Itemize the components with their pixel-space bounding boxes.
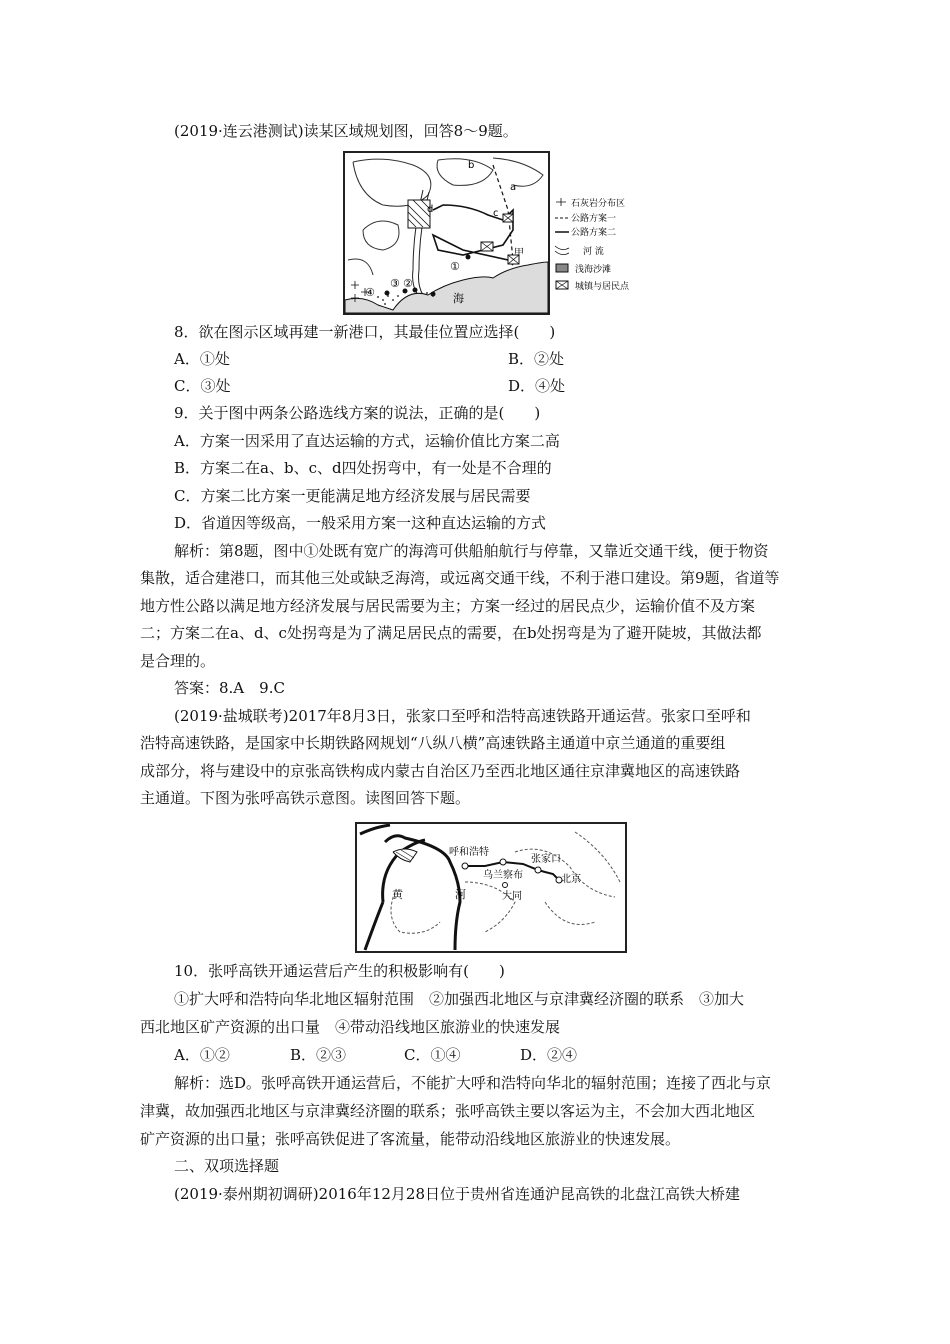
- q10-option-a: A．①②: [174, 1046, 230, 1064]
- label-b: b: [468, 160, 475, 171]
- q9-stem: 9．关于图中两条公路选线方案的说法，正确的是( ): [174, 404, 541, 422]
- label-zhangjiakou: 张家口: [531, 854, 561, 865]
- label-d: d: [427, 204, 434, 215]
- q9-option-b: B．方案二在a、b、c、d四处拐弯中，有一处是不合理的: [174, 459, 552, 477]
- svg-text:公路方案二: 公路方案二: [571, 228, 617, 238]
- label-jia: 甲: [514, 248, 524, 259]
- region-planning-map: [343, 150, 673, 320]
- analysis1-line2: 集散，适合建港口，而其他三处或缺乏海湾，或远离交通干线，不利于港口建设。第9题，省道等: [140, 569, 780, 587]
- q8-stem: 8．欲在图示区域再建一新港口，其最佳位置应选择( ): [174, 323, 556, 341]
- analysis1-line1: 解析：第8题，图中①处既有宽广的海湾可供船舶航行与停靠，又靠近交通干线，便于物资: [174, 542, 769, 560]
- q10-option-c: C．①④: [404, 1046, 461, 1064]
- q9-option-c: C．方案二比方案一更能满足地方经济发展与居民需要: [174, 487, 531, 505]
- label-sea: 海: [453, 292, 464, 305]
- label-c: c: [493, 208, 499, 219]
- svg-text:石灰岩分布区: 石灰岩分布区: [571, 199, 626, 209]
- analysis1-line5: 是合理的。: [140, 652, 216, 670]
- label-a: a: [510, 182, 517, 193]
- label-p4: ④: [365, 286, 375, 299]
- svg-text:公路方案一: 公路方案一: [571, 214, 617, 224]
- analysis1-line4: 二；方案二在a、d、c处拐弯是为了满足居民点的需要，在b处拐弯是为了避开陡坡，其做法都: [140, 624, 762, 642]
- label-p1: ①: [450, 260, 460, 273]
- q8-option-a: A．①处: [174, 350, 230, 368]
- q10-stem: 10．张呼高铁开通运营后产生的积极影响有( ): [174, 962, 505, 980]
- label-p2: ②: [403, 277, 413, 290]
- q8-option-d: D．④处: [508, 377, 566, 395]
- q10-intro-line3: 成部分，将与建设中的京张高铁构成内蒙古自治区乃至西北地区通往京津冀地区的高速铁路: [140, 762, 741, 780]
- analysis1-line3: 地方性公路以满足地方经济发展与居民需要为主；方案一经过的居民点少，运输价值不及方案: [140, 597, 756, 615]
- map1-legend: [555, 197, 630, 292]
- svg-text:城镇与居民点: 城镇与居民点: [575, 282, 630, 292]
- q9-option-d: D．省道因等级高，一般采用方案一这种直达运输的方式: [174, 514, 547, 532]
- q10-items-line2: 西北地区矿产资源的出口量 ④带动沿线地区旅游业的快速发展: [140, 1018, 561, 1036]
- q10-intro-line1: (2019·盐城联考)2017年8月3日，张家口至呼和浩特高速铁路开通运营。张家口至呼和: [174, 707, 751, 725]
- q8-9-intro: (2019·连云港测试)读某区域规划图，回答8～9题。: [174, 122, 518, 140]
- answer1: 答案：8.A 9.C: [174, 679, 285, 697]
- svg-text:浅海沙滩: 浅海沙滩: [575, 265, 612, 275]
- q10-items-line1: ①扩大呼和浩特向华北地区辐射范围 ②加强西北地区与京津冀经济圈的联系 ③加大: [174, 990, 745, 1008]
- q9-option-a: A．方案一因采用了直达运输的方式，运输价值比方案二高: [174, 432, 560, 450]
- q10-option-d: D．②④: [520, 1046, 578, 1064]
- label-beijing: 北京: [561, 874, 581, 885]
- analysis2-line1: 解析：选D。张呼高铁开通运营后，不能扩大呼和浩特向华北的辐射范围；连接了西北与京: [174, 1074, 772, 1092]
- zhanghu-railway-map: [355, 822, 627, 954]
- section2-heading: 二、双项选择题: [174, 1157, 280, 1175]
- analysis2-line3: 矿产资源的出口量；张呼高铁促进了客流量，能带动沿线地区旅游业的快速发展。: [140, 1130, 681, 1148]
- analysis2-line2: 津冀，故加强西北地区与京津冀经济圈的联系；张呼高铁主要以客运为主，不会加大西北地区: [140, 1102, 756, 1120]
- q8-option-c: C．③处: [174, 377, 231, 395]
- label-he: 河: [455, 888, 466, 901]
- q11-intro: (2019·泰州期初调研)2016年12月28日位于贵州省连通沪昆高铁的北盘江高铁大桥建: [174, 1185, 740, 1203]
- svg-text:河 流: 河 流: [583, 247, 604, 257]
- label-p3: ③: [390, 277, 400, 290]
- label-wulanchabu: 乌兰察布: [483, 870, 523, 881]
- q8-option-b: B．②处: [508, 350, 565, 368]
- q10-option-b: B．②③: [290, 1046, 347, 1064]
- label-huhehaote: 呼和浩特: [449, 847, 489, 858]
- label-huang: 黄: [392, 888, 403, 901]
- q10-intro-line4: 主通道。下图为张呼高铁示意图。读图回答下题。: [140, 789, 471, 807]
- q10-intro-line2: 浩特高速铁路，是国家中长期铁路网规划“八纵八横”高速铁路主通道中京兰通道的重要组: [140, 734, 726, 752]
- label-datong: 大同: [502, 891, 522, 902]
